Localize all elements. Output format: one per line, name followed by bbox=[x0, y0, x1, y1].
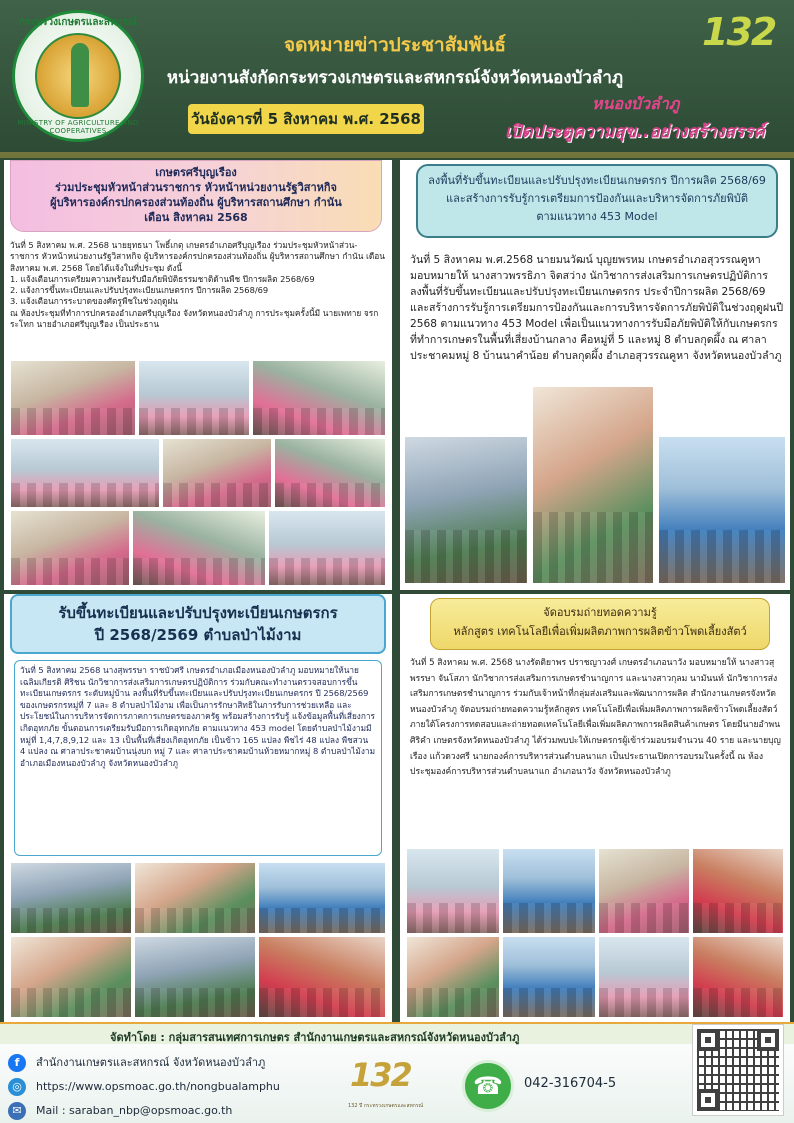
article-nawang bbox=[400, 594, 790, 1022]
banner-line: ร่วมประชุมหัวหน้าส่วนราชการ หัวหน้าหน่วยงานรัฐวิสาหกิจ bbox=[55, 181, 337, 194]
facebook-icon: f bbox=[8, 1054, 26, 1072]
photo bbox=[10, 510, 130, 586]
banner-line: จัดอบรมถ่ายทอดความรู้ bbox=[543, 606, 657, 619]
photo bbox=[502, 936, 596, 1018]
photo bbox=[134, 862, 256, 934]
article-list-item: 2. แจ้งการขึ้นทะเบียนและปรับปรุงทะเบียนเกษตรกร ปีการผลิต 2568/69 bbox=[10, 285, 269, 296]
ministry-seal bbox=[12, 10, 144, 142]
photo bbox=[268, 510, 386, 586]
article-banner bbox=[430, 598, 770, 650]
photo bbox=[134, 936, 256, 1018]
phone-icon: ☎ bbox=[462, 1060, 514, 1112]
photo bbox=[658, 436, 786, 584]
article-suwannakhuha bbox=[400, 160, 790, 590]
photo bbox=[258, 936, 386, 1018]
photo bbox=[10, 360, 136, 436]
seal-emblem bbox=[35, 33, 121, 119]
article-sriboonrueang bbox=[4, 160, 392, 590]
photo bbox=[598, 936, 690, 1018]
photo bbox=[404, 436, 528, 584]
photo bbox=[598, 848, 690, 934]
article-pamaingam bbox=[4, 594, 392, 1022]
photo bbox=[10, 438, 160, 508]
banner-line: ปี 2568/2569 ตำบลป่าไม้งาม bbox=[94, 626, 302, 644]
banner-line: ผู้บริหารองค์กรปกครองส่วนท้องถิ่น ผู้บริหารสถานศึกษา กำนัน bbox=[50, 196, 342, 209]
photo bbox=[162, 438, 272, 508]
article-body bbox=[10, 240, 386, 330]
qr-finder bbox=[757, 1029, 779, 1051]
credit-bar bbox=[0, 1022, 794, 1044]
email-link[interactable] bbox=[8, 1100, 232, 1122]
qr-pattern bbox=[697, 1029, 779, 1111]
website-link[interactable] bbox=[8, 1076, 280, 1098]
email-address: Mail : saraban_nbp@opsmoac.go.th bbox=[36, 1104, 233, 1117]
article-banner bbox=[10, 594, 386, 654]
deity-figure-icon bbox=[71, 43, 89, 107]
issue-date: วันอังคารที่ 5 สิงหาคม พ.ศ. 2568 bbox=[188, 104, 424, 134]
anniversary-number: 132 bbox=[350, 1056, 411, 1094]
newsletter-footer bbox=[0, 1022, 794, 1123]
banner-line: เดือน สิงหาคม 2568 bbox=[144, 211, 248, 224]
newsletter-header bbox=[0, 0, 794, 158]
photo bbox=[10, 936, 132, 1018]
article-banner bbox=[416, 164, 778, 238]
newsletter-subtitle: หน่วยงานสังกัดกระทรวงเกษตรและสหกรณ์จังหวัดหนองบัวลำภู bbox=[166, 68, 624, 88]
photo bbox=[138, 360, 250, 436]
article-closing: ณ ห้องประชุมที่ทำการปกครองอำเภอศรีบุญเรือง จังหวัดหนองบัวลำภู การประชุมครั้งนี้มี นายเพทาย จรกระโทก นายอำเภอศรีบุญเรือง เป็นประธาน bbox=[10, 307, 379, 330]
photo bbox=[10, 862, 132, 934]
banner-line: เกษตรศรีบุญเรือง bbox=[155, 166, 237, 179]
photo bbox=[692, 936, 784, 1018]
credit-text: จัดทำโดย : กลุ่มสารสนเทศการเกษตร สำนักงานเกษตรและสหกรณ์จังหวัดหนองบัวลำภู bbox=[110, 1031, 520, 1044]
banner-line: และสร้างการรับรู้การเตรียมการป้องกันและบริหารจัดการภัยพิบัติ bbox=[446, 192, 748, 205]
photo bbox=[258, 862, 386, 934]
banner-line: ตามแนวทาง 453 Model bbox=[536, 210, 658, 223]
photo bbox=[252, 360, 386, 436]
province-slogan-title: หนองบัวลำภู bbox=[592, 94, 680, 113]
province-slogan: เปิดประตูความสุข..อย่างสร้างสรรค์ bbox=[505, 122, 765, 142]
article-list-item: 3. แจ้งเตือนการระบาดของศัตรูพืชในช่วงฤดูฝน bbox=[10, 296, 178, 307]
photo bbox=[274, 438, 386, 508]
article-list-item: 1. แจ้งเตือนการเตรียมความพร้อมรับมือภัยพิบัติธรรมชาติด้านพืช ปีการผลิต 2568/69 bbox=[10, 273, 315, 284]
globe-icon: ◎ bbox=[8, 1078, 26, 1096]
photo bbox=[692, 848, 784, 934]
banner-line: หลักสูตร เทคโนโลยีเพื่อเพิ่มผลิตภาพการผลิตข้าวโพดเลี้ยงสัตว์ bbox=[453, 625, 747, 638]
anniversary-number: 132 bbox=[702, 10, 776, 54]
article-intro: วันที่ 5 สิงหาคม พ.ศ. 2568 นายยุทธนา โพธิ์เกตุ เกษตรอำเภอศรีบุญเรือง ร่วมประชุมหัวหน้าส่วน-ราชการ หัวหน้าหน่วยงานรัฐวิสาหกิจ ผู้บริหารองค์กรปกครองส่วนท้องถิ่น ผู้บริหารสถานศึกษา กำนัน เดือน สิงหาคม พ.ศ. 2568 โดยได้แจ้งในที่ประชุม ดังนี้ bbox=[10, 240, 385, 273]
phone-number[interactable]: 042-316704-5 bbox=[524, 1076, 617, 1091]
photo bbox=[406, 848, 500, 934]
photo bbox=[532, 386, 654, 584]
website-url: https://www.opsmoac.go.th/nongbualamphu bbox=[36, 1080, 280, 1093]
article-banner bbox=[10, 160, 382, 232]
banner-line: ลงพื้นที่รับขึ้นทะเบียนและปรับปรุงทะเบียนเกษตรกร ปีการผลิต 2568/69 bbox=[428, 174, 766, 187]
qr-finder bbox=[697, 1089, 719, 1111]
qr-finder bbox=[697, 1029, 719, 1051]
photo bbox=[406, 936, 500, 1018]
article-body: วันที่ 5 สิงหาคม พ.ศ.2568 นายมนวัฒน์ บุญยพรหม เกษตรอำเภอสุวรรณคูหา มอบหมายให้ นางสาวพรรธิภา จิตสว่าง นักวิชาการส่งเสริมการเกษตรปฏิบัติการ ลงพื้นที่รับขึ้นทะเบียนและปรับปรุงทะเบียนเกษตรกร ประจำปีการผลิต 2568/69 และสร้างการรับรู้การเตรียมการป้องกันและการบริหารจัดการภัยพิบัติในช่วงฤดูฝนปี 2568 ตามแนวทาง 453 Model เพื่อเป็นแนวทางการรับมือภัยพิบัติให้กับเกษตรกรที่ทำการเกษตรในพื้นที่เสี่ยงบ้านกลาง คือหมู่ที่ 5 และหมู่ 8 ตำบลกุดผึ้ง ณ ศาลาประชาคมหมู่ 8 บ้านนาคำน้อย ตำบลกุดผึ้ง อำเภอสุวรรณคูหา จังหวัดหนองบัวลำภู bbox=[410, 254, 784, 362]
article-body: วันที่ 5 สิงหาคม 2568 นางสุพรรษา ราชบัวศรี เกษตรอำเภอเมืองหนองบัวลำภู มอบหมายให้นายเฉลิมเกียรติ ศิริชน นักวิชาการส่งเสริมการเกษตรปฏิบัติการ ร่วมกับคณะทำงานตรวจสอบการขึ้นทะเบียนเกษตรกร ระดับหมู่บ้าน ลงพื้นที่รับขึ้นทะเบียนและปรับปรุงทะเบียนเกษตรกร ปี 2568/2569 ของเกษตรกรหมู่ที่ 7 และ 8 ตำบลป่าไม้งาม เพื่อเป็นการรักษาสิทธิในการรับการช่วยเหลือ และประโยชน์ในการบริหารจัดการภาคการเกษตรของภาครัฐ พร้อมสร้างการรับรู้ แจ้งข้อมูลพื้นที่เสี่ยงการเกิดอุทกภัย ขั้นตอนการเตรียมรับมือการเกิดอุทกภัย ตามแนวทาง 453 model โดยตำบลป่าไม้งามมีหมู่ที่ 1,4,7,8,9,12 และ 13 เป็นพื้นที่เสี่ยงเกิดอุทกภัย เป็นข้าว 165 แปลง พืชไร่ 48 แปลง พืชสวน 4 แปลง ณ ศาลาประชาคมบ้านนุ่งบก หมู่ 7 และ ศาลาประชาคมบ้านห้วยหมากหมู่ 8 ตำบลป่าไม้งาม อำเภอเมืองหนองบัวลำภู จังหวัดหนองบัวลำภู bbox=[14, 660, 382, 856]
mail-icon: ✉ bbox=[8, 1102, 26, 1120]
article-body: วันที่ 5 สิงหาคม พ.ศ. 2568 นางรัตติยาพร ปราชญาวงศ์ เกษตรอำเภอนาวัง มอบหมายให้ นางสาวสุพรรษา จันโสภา นักวิชาการส่งเสริมการเกษตรชำนาญการ และนางสาวกุลม นามันนท์ นักวิชาการส่งเสริมการเกษตรชำนาญการ ร่วมกับเจ้าหน้าที่กลุ่มส่งเสริมและพัฒนาการผลิต สำนักงานเกษตรจังหวัดหนองบัวลำภู จัดอบรมถ่ายทอดความรู้หลักสูตร เทคโนโลยีเพื่อเพิ่มผลิตภาพการผลิตข้าวโพดเลี้ยงสัตว์ ภายใต้โครงการทดสอบและถ่ายทอดเทคโนโลยีเพื่อเพิ่มผลิตภาพการผลิตสินค้าเกษตร โดยมีนายอำพน ศิริคำ เกษตรจังหวัดหนองบัวลำภู ได้ร่วมพบปะให้เกษตรกรผู้เข้าร่วมอบรมจำนวน 40 ราย และนายบุญเรือง แก้วดวงศรี นายกองค์การบริหารส่วนตำบลนาแก เป็นประธานเปิดการอบรมในครั้งนี้ ณ ห้องประชุมองค์การบริหารส่วนตำบลนาแก อำเภอนาวัง จังหวัดหนองบัวลำภู bbox=[410, 658, 781, 778]
anniversary-logo-footer bbox=[348, 1052, 424, 1122]
anniversary-logo bbox=[702, 10, 782, 66]
seal-text-bottom: MINISTRY OF AGRICULTURE AND COOPERATIVES bbox=[17, 119, 139, 135]
facebook-contact[interactable] bbox=[8, 1052, 265, 1074]
photo bbox=[132, 510, 266, 586]
seal-text-top: กระทรวงเกษตรและสหกรณ์ bbox=[18, 17, 138, 28]
banner-line: รับขึ้นทะเบียนและปรับปรุงทะเบียนเกษตรกร bbox=[58, 604, 338, 622]
qr-code[interactable] bbox=[692, 1024, 784, 1116]
anniversary-caption: 132 ปี กระทรวงเกษตรและสหกรณ์ bbox=[348, 1103, 424, 1109]
newsletter-title: จดหมายข่าวประชาสัมพันธ์ bbox=[284, 34, 506, 56]
photo bbox=[502, 848, 596, 934]
facebook-page-name: สำนักงานเกษตรและสหกรณ์ จังหวัดหนองบัวลำภู bbox=[36, 1056, 266, 1069]
